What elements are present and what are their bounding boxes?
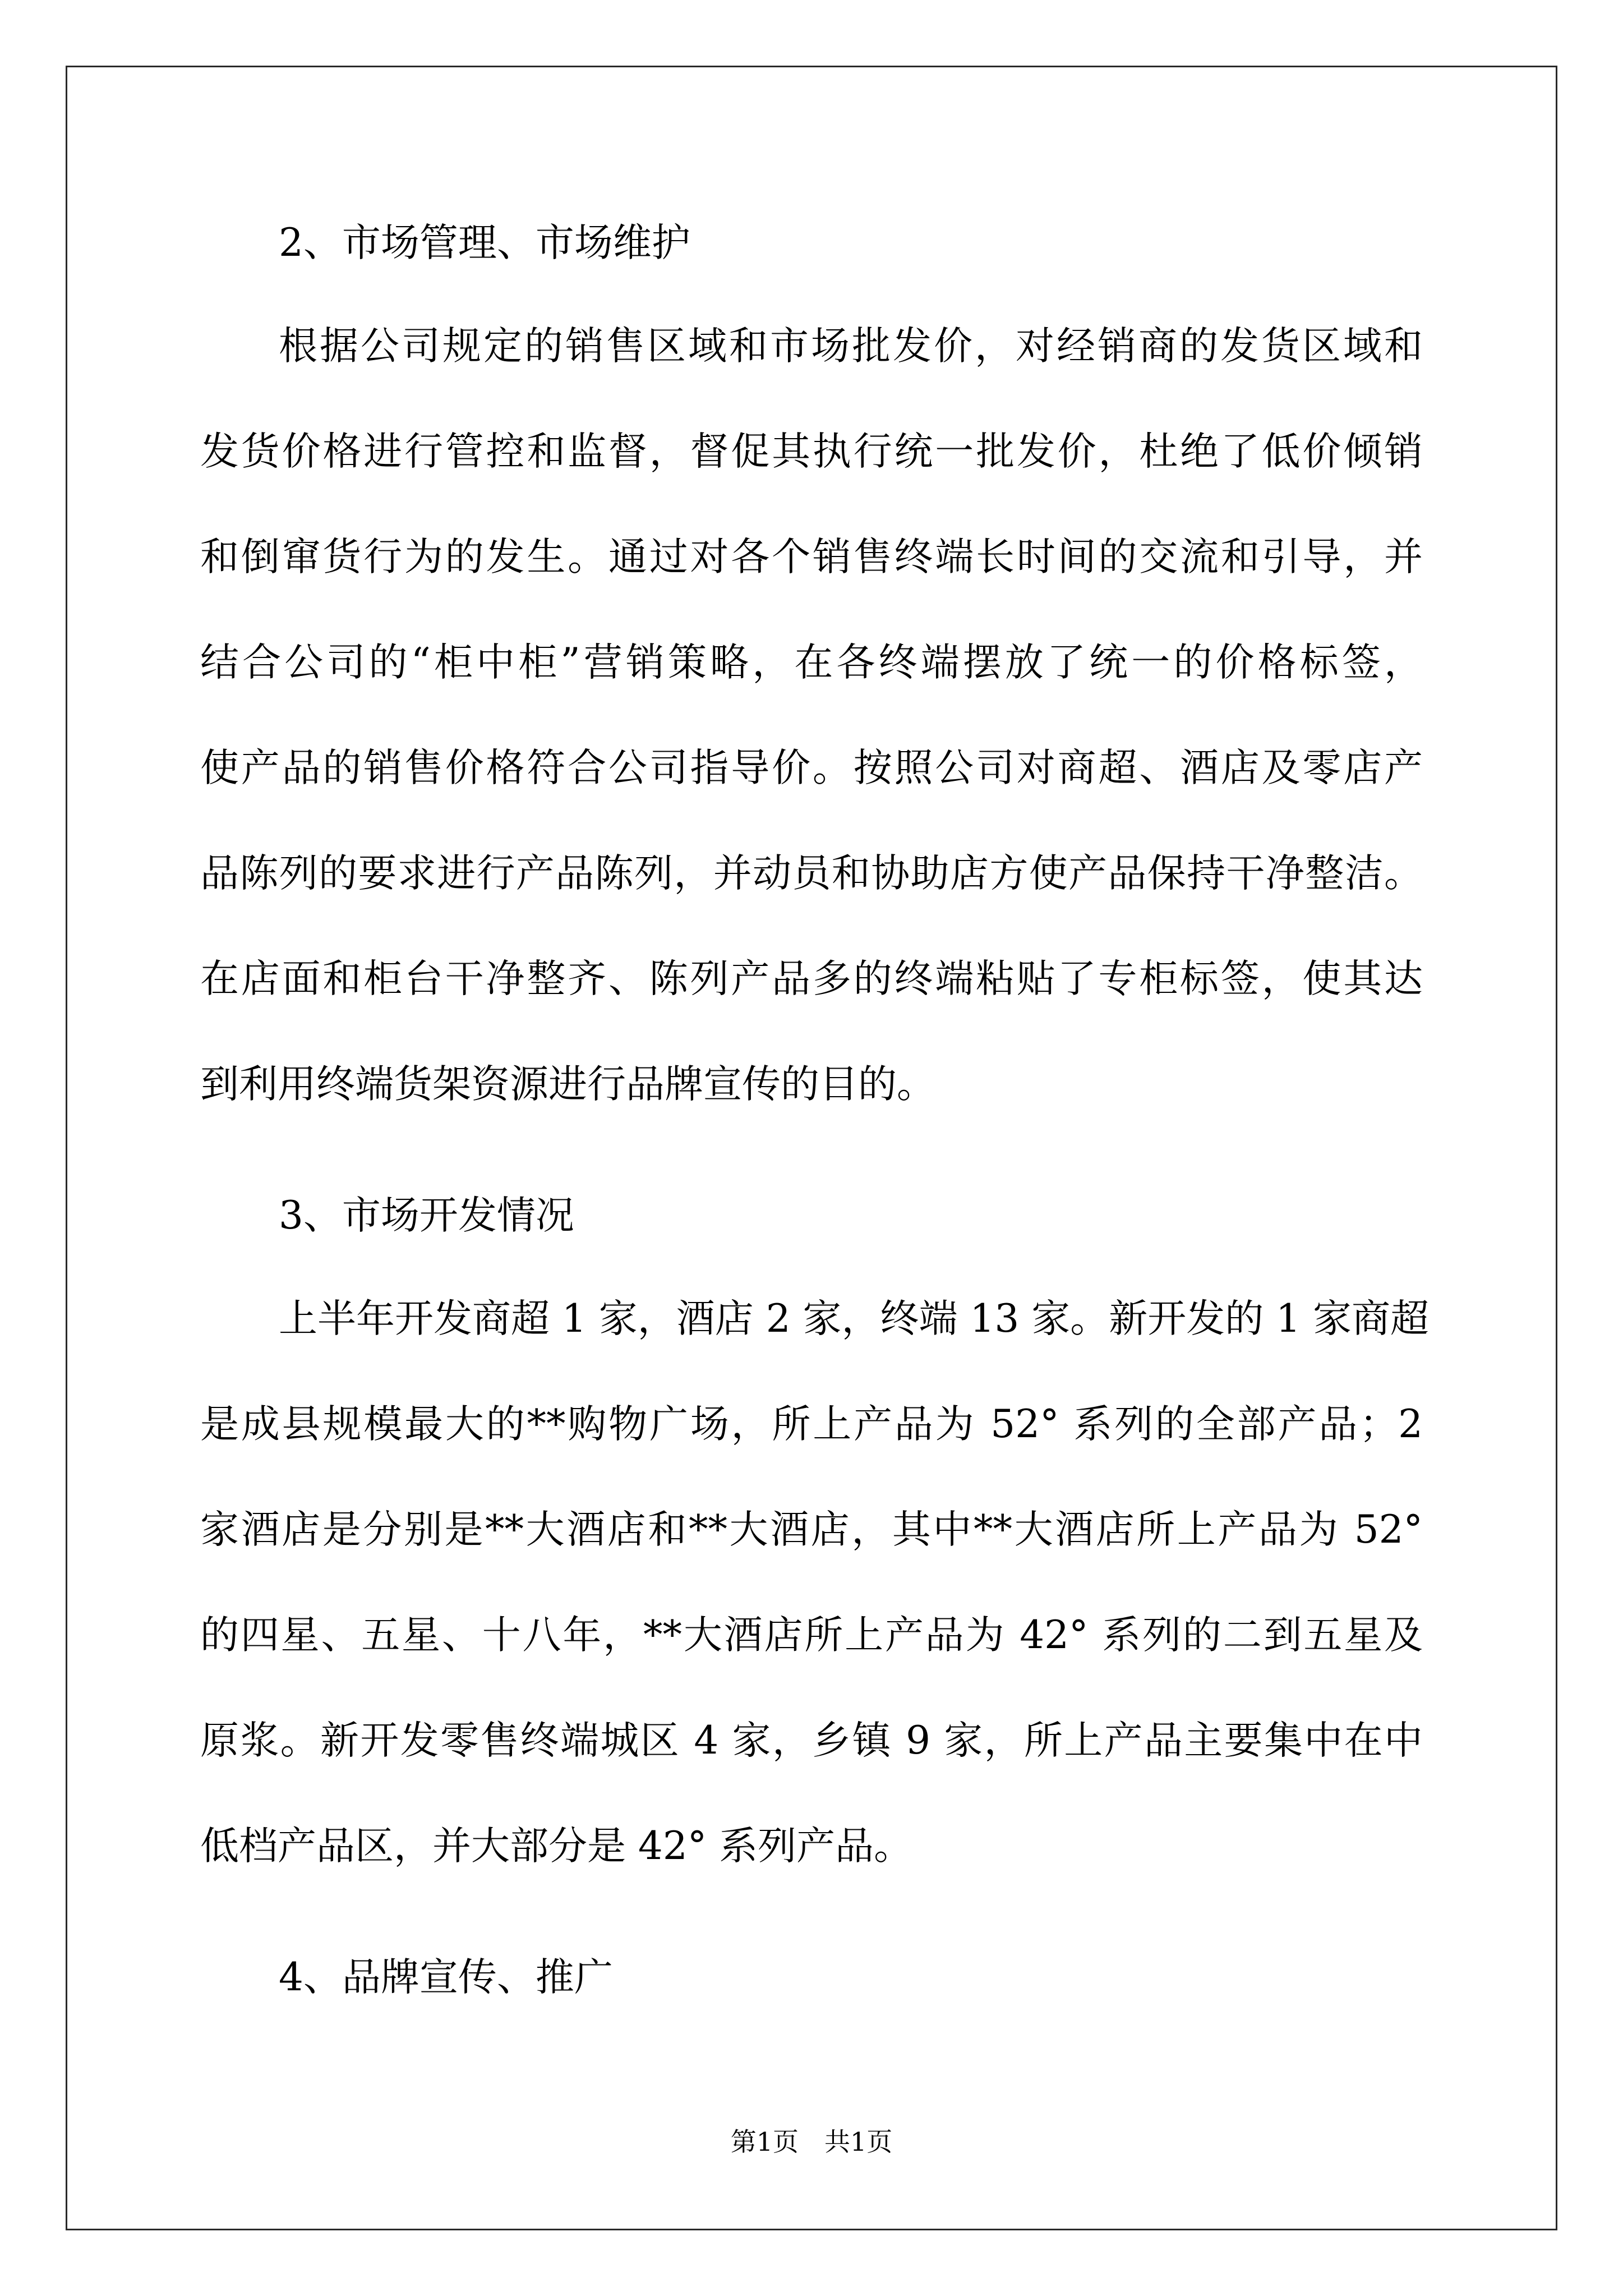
paragraph-line: 品陈列的要求进行产品陈列，并动员和协助店方使产品保持干净整洁。 <box>200 851 1423 896</box>
paragraph-line: 家酒店是分别是**大酒店和**大酒店，其中**大酒店所上产品为 52° <box>200 1507 1423 1552</box>
paragraph-line: 上半年开发商超 1 家，酒店 2 家，终端 13 家。新开发的 1 家商超 <box>279 1296 1429 1341</box>
section-heading: 3、市场开发情况 <box>279 1193 574 1238</box>
section-heading: 2、市场管理、市场维护 <box>279 220 690 265</box>
paragraph-line: 低档产品区，并大部分是 42° 系列产品。 <box>200 1824 913 1869</box>
paragraph-line: 是成县规模最大的**购物广场，所上产品为 52° 系列的全部产品；2 <box>200 1402 1423 1447</box>
paragraph-line: 的四星、五星、十八年，**大酒店所上产品为 42° 系列的二到五星及 <box>200 1613 1423 1658</box>
paragraph-line: 在店面和柜台干净整齐、陈列产品多的终端粘贴了专柜标签，使其达 <box>200 956 1423 1001</box>
section-market-management <box>200 216 1423 1137</box>
paragraph-line: 原浆。新开发零售终端城区 4 家，乡镇 9 家，所上产品主要集中在中 <box>200 1718 1423 1763</box>
paragraph <box>200 293 1423 1137</box>
paragraph-line: 根据公司规定的销售区域和市场批发价，对经销商的发货区域和 <box>279 324 1423 369</box>
paragraph-line: 使产品的销售价格符合公司指导价。按照公司对商超、酒店及零店产 <box>200 746 1423 790</box>
paragraph-line: 结合公司的“柜中柜”营销策略，在各终端摆放了统一的价格标签， <box>200 640 1423 685</box>
page-footer: 第1页 共1页 <box>730 2127 893 2157</box>
section-heading: 4、品牌宣传、推广 <box>279 1955 613 2000</box>
section-market-development <box>200 1189 1429 1899</box>
section-brand-promotion <box>200 1950 1423 2004</box>
paragraph-line: 到利用终端货架资源进行品牌宣传的目的。 <box>200 1062 935 1107</box>
document-body <box>200 216 1429 2054</box>
paragraph-line: 和倒窜货行为的发生。通过对各个销售终端长时间的交流和引导，并 <box>200 535 1423 579</box>
paragraph <box>200 1266 1429 1899</box>
paragraph-line: 发货价格进行管控和监督，督促其执行统一批发价，杜绝了低价倾销 <box>200 429 1423 474</box>
